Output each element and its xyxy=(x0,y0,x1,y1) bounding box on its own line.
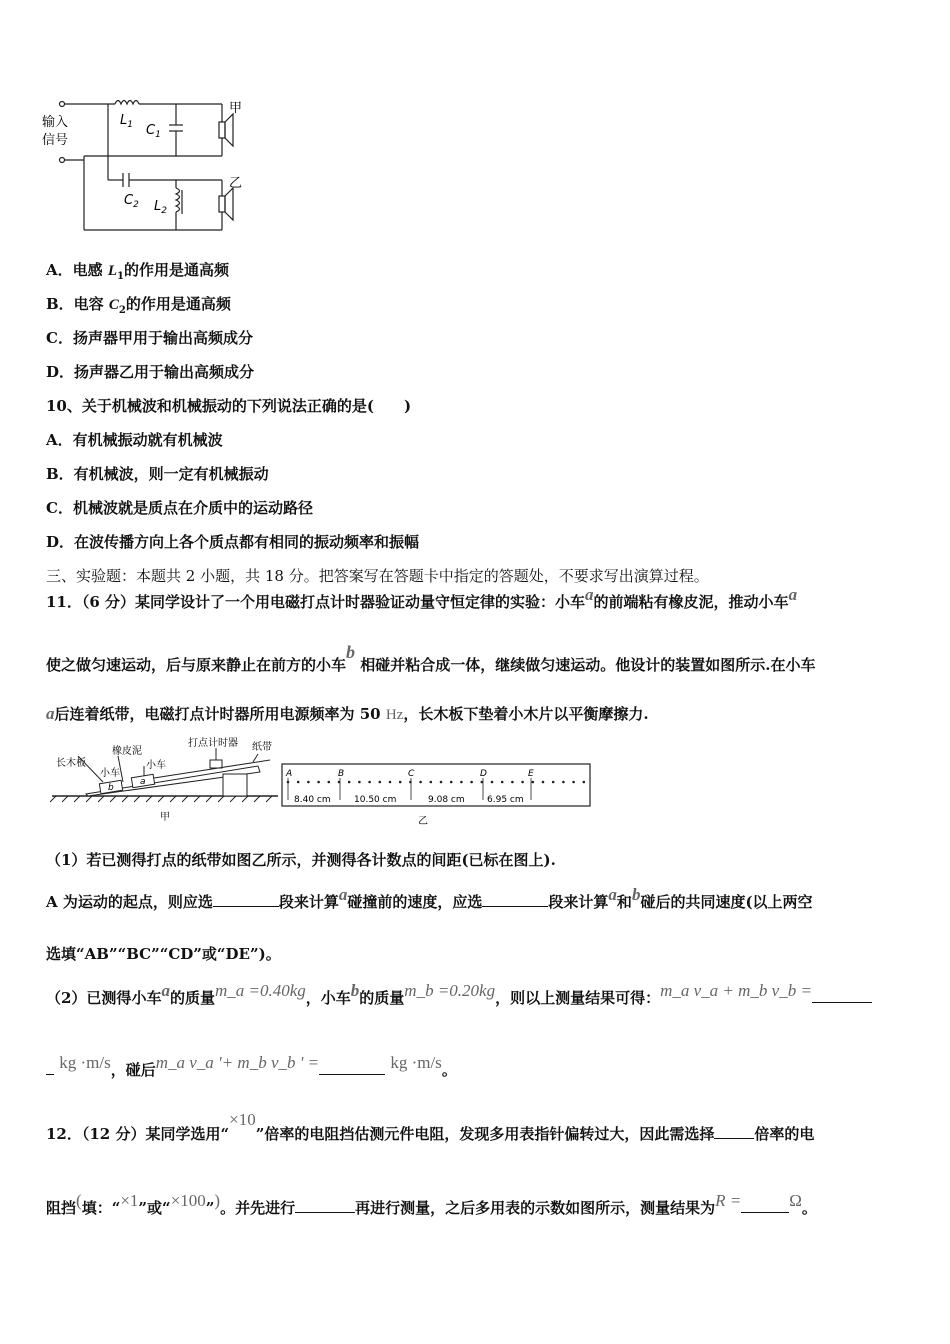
car-a-label: 小车 xyxy=(146,760,166,771)
l2-sub: 2 xyxy=(161,206,167,216)
mass-b: m_b =0.20kg xyxy=(404,981,496,1000)
figure-apparatus xyxy=(48,736,280,828)
point-c: C xyxy=(408,769,415,779)
q11-part1-line3: 选填“AB”“BC”“CD”或“DE”)。 xyxy=(46,945,281,963)
figure-yi-caption: 乙 xyxy=(418,816,428,827)
q11-part1-line2: A 为运动的起点，则应选 段来计算a碰撞前的速度，应选 段来计算a和b碰后的共同速度(以上两空 xyxy=(46,885,813,911)
tape-dot xyxy=(430,781,433,784)
section-3-header: 三、实验题：本题共 2 小题，共 18 分。把答案写在答题卡中指定的答题处，不要求写出演算过程。 xyxy=(46,567,709,585)
point-e: E xyxy=(528,769,534,779)
q11-line-3: a后连着纸带，电磁打点计时器所用电源频率为 50 Hz，长木板下垫着小木片以平衡摩擦力. xyxy=(46,704,649,723)
q11-part1: （1）若已测得打点的纸带如图乙所示，并测得各计数点的间距(已标在图上). xyxy=(46,851,556,869)
tape-dot xyxy=(450,781,453,784)
answer-blank-1[interactable] xyxy=(213,892,279,907)
q12-line-2: 阻挡(填：“×1”或“×100”)。并先进行 再进行测量，之后多用表的示数如图所示，测量结果为R = Ω。 xyxy=(46,1191,817,1217)
q10-option-d: D．在波传播方向上各个质点都有相同的振动频率和振幅 xyxy=(46,533,420,551)
car-b-letter: b xyxy=(108,783,114,793)
c2-label: C xyxy=(124,193,134,208)
car-a-letter: a xyxy=(140,777,146,787)
q10-option-a: A．有机械振动就有机械波 xyxy=(46,431,223,449)
q10-option-b: B．有机械波，则一定有机械振动 xyxy=(46,465,269,483)
tape-label: 纸带 xyxy=(252,742,272,753)
putty-label: 橡皮泥 xyxy=(112,746,142,757)
mass-a: m_a =0.40kg xyxy=(214,981,306,1000)
answer-blank-6[interactable] xyxy=(295,1198,355,1213)
q11-part2-line2: kg ·m/s，碰后m_a v_a '+ m_b v_b ' = kg ·m/s。 xyxy=(46,1060,457,1080)
svg-text:C2 xyxy=(124,193,139,210)
tape-dot xyxy=(542,781,545,784)
tape-dot xyxy=(562,781,565,784)
tape-dot xyxy=(419,781,422,784)
speaker-b-label: 乙 xyxy=(229,176,243,191)
momentum-before: m_a v_a + m_b v_b = xyxy=(660,981,812,1000)
q9-option-b: B．电容 $C_2$的作用是通高频 xyxy=(46,295,231,316)
l1-sub: 1 xyxy=(127,120,133,130)
figure-paper-tape xyxy=(280,762,596,828)
input-label-2: 信号 xyxy=(42,133,69,148)
tape-dot xyxy=(511,781,514,784)
q10-stem: 10、关于机械波和机械振动的下列说法正确的是( ) xyxy=(46,397,412,415)
q10-option-c: C．机械波就是质点在介质中的运动路径 xyxy=(46,499,313,517)
answer-blank-3[interactable] xyxy=(812,988,872,1003)
momentum-after: m_a v_a '+ m_b v_b ' = xyxy=(155,1053,320,1072)
q9-option-d: D．扬声器乙用于输出高频成分 xyxy=(46,363,255,381)
point-b: B xyxy=(338,769,345,779)
tape-dot xyxy=(389,781,392,784)
tape-dot xyxy=(440,781,443,784)
c1-label: C xyxy=(146,123,156,138)
tape-dot xyxy=(491,781,494,784)
board-label: 长木板 xyxy=(56,758,86,769)
svg-text:L2 xyxy=(154,199,167,216)
point-d: D xyxy=(480,769,487,779)
tape-dot xyxy=(328,781,331,784)
tape-dot xyxy=(297,781,300,784)
tape-dot xyxy=(501,781,504,784)
figure-jia-caption: 甲 xyxy=(160,812,170,823)
distance-cd: 9.08 cm xyxy=(428,795,465,805)
timer-label: 打点计时器 xyxy=(188,738,238,749)
tape-dot xyxy=(572,781,575,784)
tape-dot xyxy=(470,781,473,784)
car-b-label: 小车 xyxy=(100,768,120,779)
answer-blank-5[interactable] xyxy=(714,1124,754,1139)
tape-dot xyxy=(307,781,310,784)
input-label-1: 输入 xyxy=(42,115,69,130)
q11-line-2: 使之做匀速运动，后与原来静止在前方的小车b 相碰并粘合成一体，继续做匀速运动。他设计的装置如图所示.在小车 xyxy=(46,642,816,674)
c1-sub: 1 xyxy=(155,130,161,140)
tape-dot xyxy=(399,781,402,784)
tape-dot xyxy=(348,781,351,784)
svg-text:L1 xyxy=(120,113,133,130)
tape-dot xyxy=(521,781,524,784)
circuit-diagram xyxy=(40,92,260,237)
q11-line-1: 11．（6 分）某同学设计了一个用电磁打点计时器验证动量守恒定律的实验：小车a的前端粘有橡皮泥，推动小车a xyxy=(46,585,798,611)
tape-dot xyxy=(358,781,361,784)
c2-sub: 2 xyxy=(133,200,139,210)
point-a: A xyxy=(286,769,293,779)
q9-option-a: A．电感 $L_1$的作用是通高频 xyxy=(46,261,230,282)
q12-line-1: 12．（12 分）某同学选用“×10”倍率的电阻挡估测元件电阻，发现多用表指针偏转过大，因此需选择 倍率的电 xyxy=(46,1110,815,1143)
l2-label: L xyxy=(154,199,162,214)
q9-option-c: C．扬声器甲用于输出高频成分 xyxy=(46,329,253,347)
tape-dot xyxy=(583,781,586,784)
svg-text:C1 xyxy=(146,123,161,140)
distance-de: 6.95 cm xyxy=(487,795,524,805)
answer-blank-4[interactable] xyxy=(319,1060,385,1075)
q11-part2: （2）已测得小车a的质量m_a =0.40kg，小车b的质量m_b =0.20kg，则以上测量结果可得：m_a v_a + m_b v_b = xyxy=(46,988,872,1008)
answer-blank-2[interactable] xyxy=(482,892,548,907)
distance-ab: 8.40 cm xyxy=(294,795,331,805)
answer-blank-7[interactable] xyxy=(741,1198,789,1213)
l1-label: L xyxy=(120,113,128,128)
tape-dot xyxy=(317,781,320,784)
speaker-a-label: 甲 xyxy=(229,101,243,116)
tape-dot xyxy=(379,781,382,784)
tape-dot xyxy=(532,781,535,784)
tape-dot xyxy=(368,781,371,784)
tape-dot xyxy=(460,781,463,784)
distance-bc: 10.50 cm xyxy=(354,795,397,805)
tape-dot xyxy=(552,781,555,784)
